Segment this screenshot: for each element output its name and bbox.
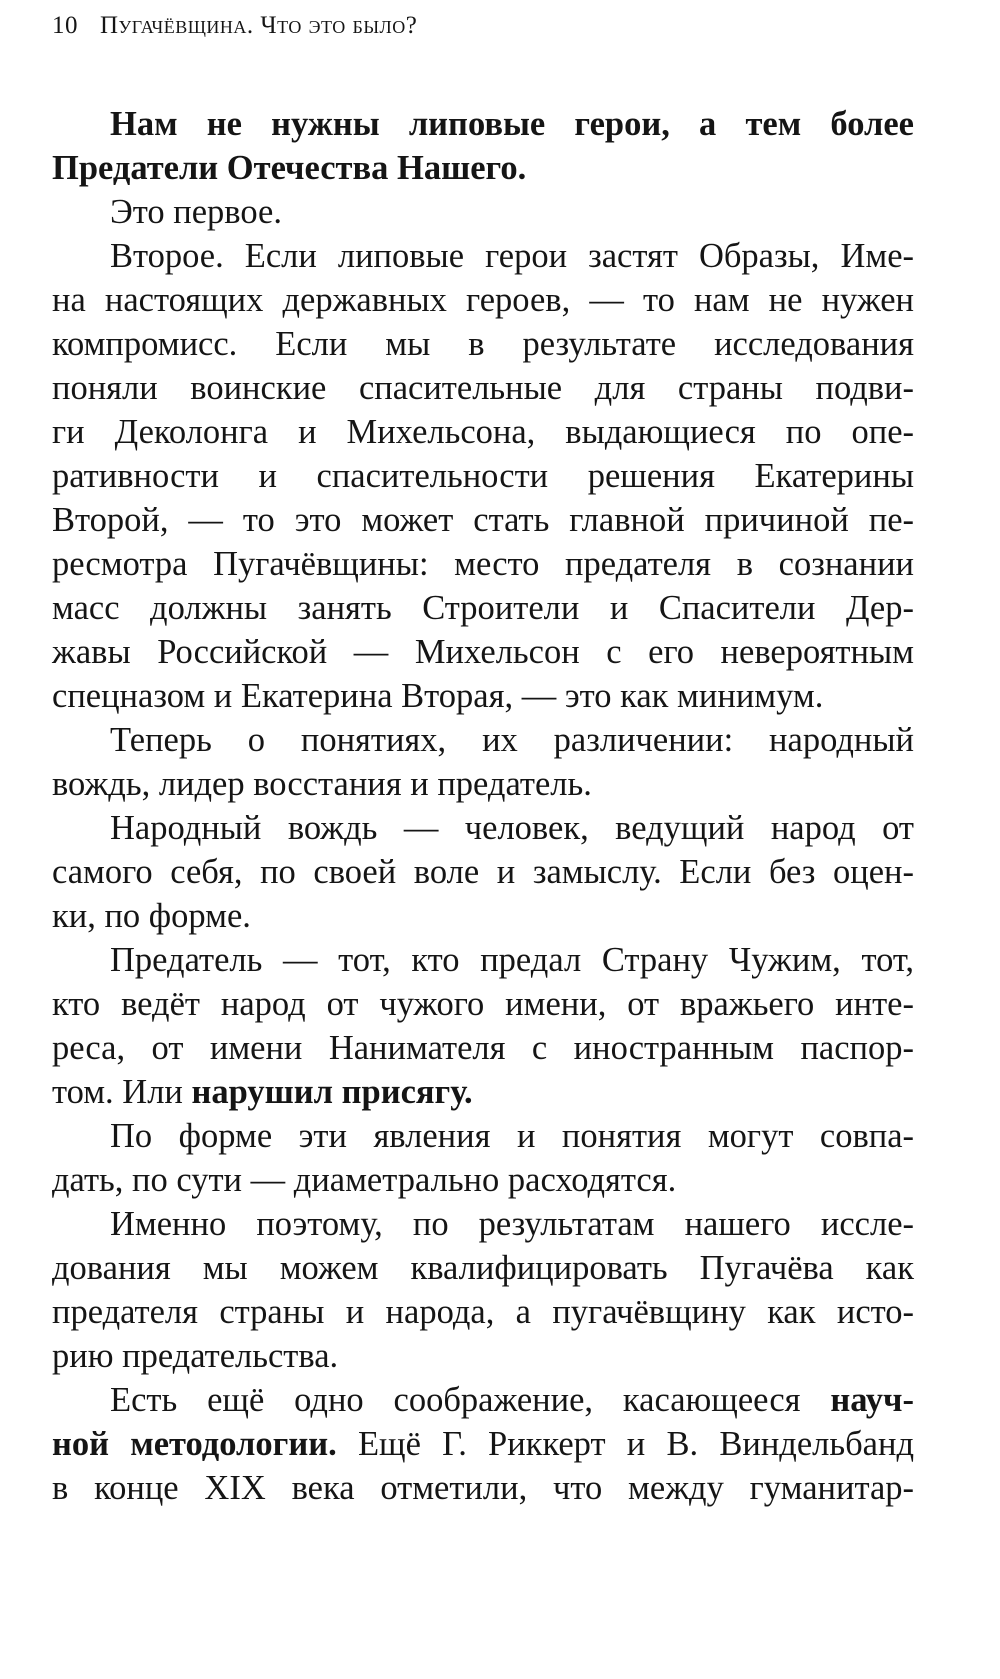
text-span: ресмотра Пугачёвщины: место предателя в сознании xyxy=(52,545,914,583)
text-span: рию предательства. xyxy=(52,1337,339,1375)
text-span: в конце XIX века отметили, что между гуманитар- xyxy=(52,1469,914,1507)
text-span: спецназом и Екатерина Вторая, — это как минимум. xyxy=(52,677,824,715)
text-line xyxy=(110,1202,914,1246)
text-line xyxy=(52,498,914,542)
text-span: Есть ещё одно соображение, касающееся xyxy=(110,1381,831,1419)
text-span: компромисс. Если мы в результате исследования xyxy=(52,325,914,363)
text-line xyxy=(52,1070,914,1114)
text-span: реса, от имени Нанимателя с иностранным паспор- xyxy=(52,1029,914,1067)
text-line xyxy=(52,454,914,498)
text-line xyxy=(52,542,914,586)
text-span: Народный вождь — человек, ведущий народ от xyxy=(110,809,914,847)
text-line xyxy=(52,1158,914,1202)
text-span: дать, по сути — диаметрально расходятся. xyxy=(52,1161,677,1199)
text-span: кто ведёт народ от чужого имени, от вражьего инте- xyxy=(52,985,914,1023)
text-line xyxy=(52,1246,914,1290)
text-span: предателя страны и народа, а пугачёвщину как исто- xyxy=(52,1293,914,1331)
text-span: ки, по форме. xyxy=(52,897,251,935)
page-number: 10 xyxy=(52,12,78,39)
bold-text: Предатели Отечества Нашего. xyxy=(52,149,527,187)
text-line xyxy=(52,762,914,806)
text-span: масс должны занять Строители и Спасители Дер- xyxy=(52,589,914,627)
text-line xyxy=(52,146,914,190)
text-line xyxy=(52,322,914,366)
text-span: поняли воинские спасительные для страны подви- xyxy=(52,369,914,407)
text-line xyxy=(52,1334,914,1378)
text-span: ративности и спасительности решения Екатерины xyxy=(52,457,914,495)
text-span: жавы Российской — Михельсон с его невероятным xyxy=(52,633,914,671)
text-span: Предатель — тот, кто предал Страну Чужим, тот, xyxy=(110,941,914,979)
text-span: Именно поэтому, по результатам нашего иссле- xyxy=(110,1205,914,1243)
running-head xyxy=(52,12,417,40)
text-line xyxy=(52,1290,914,1334)
text-span: самого себя, по своей воле и замыслу. Если без оцен- xyxy=(52,853,914,891)
text-line xyxy=(110,1114,914,1158)
text-line xyxy=(52,894,914,938)
text-span: По форме эти явления и понятия могут совпа- xyxy=(110,1117,914,1155)
text-span: Второе. Если липовые герои застят Образы, Име- xyxy=(110,237,914,275)
bold-text: науч- xyxy=(830,1381,914,1419)
text-span: на настоящих державных героев, — то нам не нужен xyxy=(52,281,914,319)
text-span: Ещё Г. Риккерт и В. Виндельбанд xyxy=(336,1425,915,1463)
bold-text: ной методологии. xyxy=(52,1425,337,1463)
running-title: Пугачёвщина. Что это было? xyxy=(100,12,418,39)
text-span: Это первое. xyxy=(110,193,282,231)
text-line xyxy=(52,850,914,894)
text-span: дования мы можем квалифицировать Пугачёва как xyxy=(52,1249,914,1287)
bold-text: нарушил присягу. xyxy=(191,1073,473,1111)
text-span: Теперь о понятиях, их различении: народный xyxy=(110,721,914,759)
text-line xyxy=(52,586,914,630)
text-line xyxy=(110,234,914,278)
text-span: том. Или xyxy=(52,1073,192,1111)
text-line xyxy=(110,102,914,146)
text-line xyxy=(110,1378,914,1422)
text-line xyxy=(110,938,914,982)
text-span: Второй, — то это может стать главной причиной пе- xyxy=(52,501,914,539)
text-line xyxy=(52,366,914,410)
text-line xyxy=(110,190,914,234)
text-span: вождь, лидер восстания и предатель. xyxy=(52,765,592,803)
text-line xyxy=(52,410,914,454)
text-line xyxy=(52,674,914,718)
text-line xyxy=(52,630,914,674)
text-line xyxy=(52,278,914,322)
text-line xyxy=(52,982,914,1026)
text-line xyxy=(52,1422,914,1466)
text-line xyxy=(110,718,914,762)
text-span: ги Деколонга и Михельсона, выдающиеся по опе- xyxy=(52,413,914,451)
text-line xyxy=(52,1026,914,1070)
text-line xyxy=(52,1466,914,1510)
bold-text: Нам не нужны липовые герои, а тем более xyxy=(110,105,914,143)
text-line xyxy=(110,806,914,850)
